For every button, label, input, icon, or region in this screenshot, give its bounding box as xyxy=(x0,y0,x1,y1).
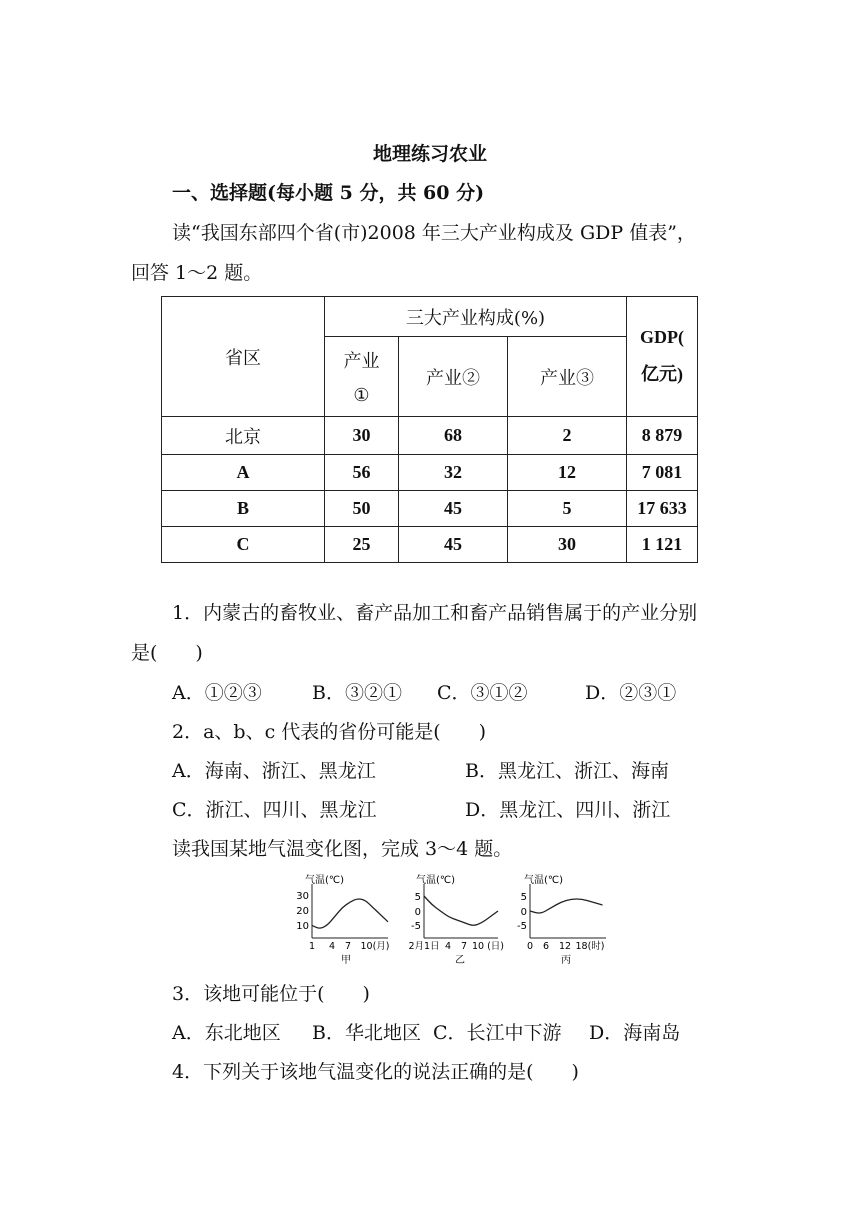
chart-yi-ytick: 5 xyxy=(414,892,421,903)
temperature-charts xyxy=(290,872,610,970)
cell-industry-3: 2 xyxy=(508,417,627,455)
intro2-text: 读我国某地气温变化图，完成 3～4 题。 xyxy=(172,838,513,860)
cell-province: A xyxy=(162,455,325,491)
chart-yi-xtick: 4 xyxy=(444,941,452,952)
chart-jia-ylabel: 气温(℃) xyxy=(305,875,345,886)
cell-industry-1: 25 xyxy=(325,527,399,563)
cell-industry-3: 30 xyxy=(508,527,627,563)
chart-jia-ytick: 10 xyxy=(296,921,309,932)
cell-province: B xyxy=(162,491,325,527)
chart-bing-line xyxy=(530,899,603,913)
cell-industry-3: 5 xyxy=(508,491,627,527)
q1-option-b: B．③②① xyxy=(312,682,402,704)
header-industry-group: 三大产业构成(%) xyxy=(325,297,627,337)
chart-yi-ylabel: 气温(℃) xyxy=(416,875,456,886)
cell-industry-1: 30 xyxy=(325,417,399,455)
cell-province: 北京 xyxy=(162,417,325,455)
chart-yi-line xyxy=(424,896,498,925)
cell-gdp: 1 121 xyxy=(627,527,698,563)
q1-option-c: C．③①② xyxy=(437,682,528,704)
chart-yi-ytick: 0 xyxy=(414,907,421,918)
cell-gdp: 17 633 xyxy=(627,491,698,527)
q3-option-a: A．东北地区 xyxy=(172,1022,281,1044)
chart-yi-caption: 乙 xyxy=(455,955,465,966)
header-industry-1-line1: 产业 xyxy=(343,351,380,372)
chart-jia-xtick: 1 xyxy=(308,941,316,952)
chart-bing-ytick: 0 xyxy=(520,907,527,918)
header-industry-1 xyxy=(325,337,399,417)
chart-bing-xtick: 18(时) xyxy=(575,941,605,952)
q1-option-d: D．②③① xyxy=(585,682,677,704)
header-province: 省区 xyxy=(162,297,325,417)
q4-stem: 4．下列关于该地气温变化的说法正确的是( ) xyxy=(172,1061,579,1083)
chart-jia-xtick: 10(月) xyxy=(360,941,390,952)
cell-industry-3: 12 xyxy=(508,455,627,491)
chart-jia-caption: 甲 xyxy=(341,955,351,966)
chart-yi xyxy=(408,874,504,966)
chart-bing-xtick: 0 xyxy=(526,941,534,952)
chart-jia-line xyxy=(312,899,388,928)
q1-option-a: A．①②③ xyxy=(172,682,262,704)
table-row xyxy=(162,527,698,563)
header-gdp-line1: GDP( xyxy=(640,327,684,347)
cell-gdp: 7 081 xyxy=(627,455,698,491)
header-gdp-line2: 亿元) xyxy=(641,364,683,384)
cell-province: C xyxy=(162,527,325,563)
chart-bing-ylabel: 气温(℃) xyxy=(524,875,564,886)
q2-option-d: D．黑龙江、四川、浙江 xyxy=(465,799,671,821)
chart-jia xyxy=(296,874,389,966)
q2-option-c: C．浙江、四川、黑龙江 xyxy=(172,799,377,821)
cell-industry-1: 50 xyxy=(325,491,399,527)
intro-text-line2: 回答 1～2 题。 xyxy=(131,262,263,284)
q3-option-d: D．海南岛 xyxy=(589,1022,681,1044)
chart-bing xyxy=(517,874,606,966)
page-title: 地理练习农业 xyxy=(372,143,487,165)
cell-industry-2: 32 xyxy=(399,455,508,491)
table-row xyxy=(162,417,698,455)
chart-bing-caption: 丙 xyxy=(561,955,571,966)
chart-bing-ytick: 5 xyxy=(520,892,527,903)
chart-yi-xtick: 2月1日 xyxy=(408,941,440,952)
table-row xyxy=(162,491,698,527)
header-industry-3: 产业③ xyxy=(508,337,627,417)
q3-option-b: B．华北地区 xyxy=(312,1022,421,1044)
cell-industry-2: 68 xyxy=(399,417,508,455)
q2-option-b: B．黑龙江、浙江、海南 xyxy=(465,760,669,782)
chart-jia-xtick: 7 xyxy=(344,941,352,952)
industry-gdp-table xyxy=(161,296,698,563)
cell-industry-2: 45 xyxy=(399,527,508,563)
q1-stem-line1: 1．内蒙古的畜牧业、畜产品加工和畜产品销售属于的产业分别 xyxy=(172,602,698,624)
chart-jia-xtick: 4 xyxy=(328,941,336,952)
q3-stem: 3．该地可能位于( ) xyxy=(172,983,370,1005)
q2-stem: 2．a、b、c 代表的省份可能是( ) xyxy=(172,721,487,743)
chart-yi-xtick: 10 (日) xyxy=(471,941,505,952)
q3-option-c: C．长江中下游 xyxy=(433,1022,562,1044)
header-gdp xyxy=(627,297,698,417)
cell-gdp: 8 879 xyxy=(627,417,698,455)
chart-jia-ytick: 30 xyxy=(296,891,309,902)
intro-text-line1: 读“我国东部四个省(市)2008 年三大产业构成及 GDP 值表”， xyxy=(172,222,696,244)
header-industry-2: 产业② xyxy=(399,337,508,417)
table-row xyxy=(162,455,698,491)
chart-bing-xtick: 12 xyxy=(558,941,572,952)
chart-yi-xtick: 7 xyxy=(460,941,468,952)
cell-industry-1: 56 xyxy=(325,455,399,491)
chart-bing-ytick: -5 xyxy=(517,921,527,932)
chart-yi-ytick: -5 xyxy=(411,921,421,932)
q2-option-a: A．海南、浙江、黑龙江 xyxy=(172,760,376,782)
section-heading: 一、选择题(每小题 5 分，共 60 分) xyxy=(172,182,485,204)
cell-industry-2: 45 xyxy=(399,491,508,527)
chart-jia-ytick: 20 xyxy=(296,906,309,917)
chart-bing-xtick: 6 xyxy=(542,941,550,952)
header-industry-1-line2: ① xyxy=(353,385,370,406)
q1-stem-line2: 是( ) xyxy=(131,642,203,664)
